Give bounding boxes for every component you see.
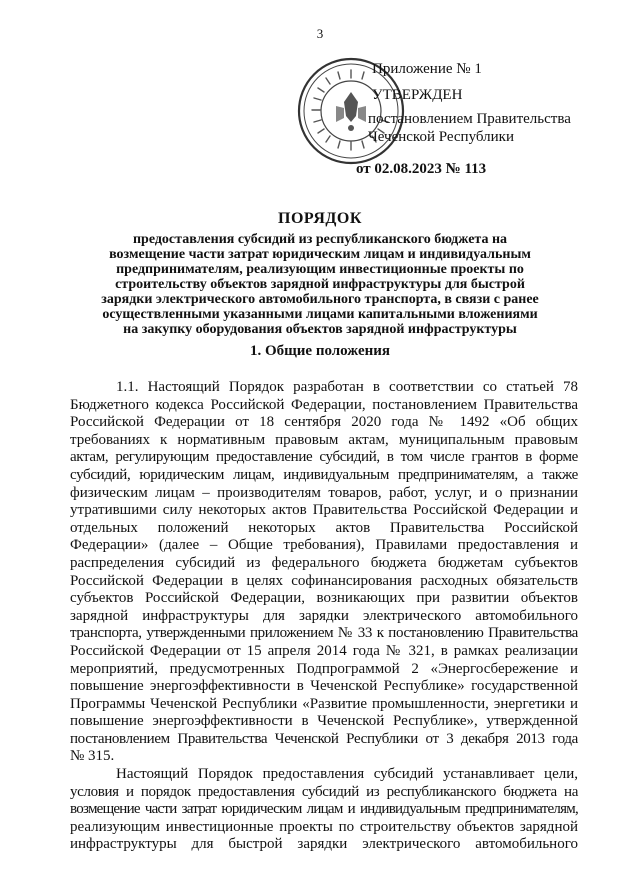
body-line: условия и порядок предоставления субсидий из республиканского бюджета на: [70, 783, 578, 800]
subtitle-line: строительству объектов зарядной инфраструктуры для быстрой: [115, 277, 525, 292]
body-line: актам, регулирующим предоставление субсидий, в том числе грантов в форме: [70, 449, 578, 466]
body-line: 1.1. Настоящий Порядок разработан в соответствии со статьей 78: [116, 379, 578, 395]
body-line: Российской Федерации от 18 сентября 2020 года № 1492 «Об общих: [70, 414, 578, 431]
body-line: реализующим инвестиционные проекты по строительству объектов зарядной: [70, 818, 578, 835]
body-line: повышение энергоэффективности в Чеченской Республике», утвержденной: [70, 713, 578, 730]
approved-label: УТВЕРЖДЕН: [372, 87, 463, 103]
body-line: № 315.: [70, 748, 115, 765]
body-line: Программы Чеченской Республики «Развитие промышленности, энергетики и: [70, 695, 578, 712]
approval-block: [356, 60, 626, 178]
body-line: отдельных положений некоторых актов Правительства Российской: [70, 519, 578, 536]
body-line: Российской Федерации от 15 апреля 2014 года № 321, в рамках реализации: [70, 642, 578, 659]
body-line: транспорта, утвержденными приложением № 33 к постановлению Правительства: [70, 625, 578, 642]
document-subtitle: [70, 232, 570, 337]
decree-line-1: постановлением Правительства: [368, 111, 571, 127]
body-text: [70, 379, 578, 854]
body-line: распределения субсидий из федерального бюджета бюджетам субъектов: [70, 554, 578, 571]
body-line: зарядной инфраструктуры для зарядки электрического автомобильного: [70, 607, 578, 624]
decree-date-number: от 02.08.2023 № 113: [356, 161, 487, 177]
body-line: Российской Федерации в целях софинансирования расходных обязательств: [70, 572, 578, 589]
body-line: требованиях к нормативным правовым актам, муниципальным правовым: [70, 431, 578, 448]
subtitle-line: предпринимателям, реализующим инвестиционные проекты по: [116, 262, 524, 277]
decree-line-2: Чеченской Республики: [368, 129, 514, 145]
section-heading: 1. Общие положения: [249, 343, 391, 359]
body-line: возмещение части затрат юридическим лицам и индивидуальным предпринимателям,: [70, 801, 578, 818]
document-title: ПОРЯДОК: [278, 210, 362, 227]
page-number: 3: [316, 26, 324, 41]
body-line: инфраструктуры для быстрой зарядки электрического автомобильного: [70, 836, 578, 853]
subtitle-line: зарядки электрического автомобильного транспорта, в связи с ранее: [101, 292, 539, 307]
body-line: утратившими силу некоторых актов Правительства Российской Федерации и: [70, 502, 578, 519]
subtitle-line: осуществленными указанными лицами капитальными вложениями: [102, 307, 538, 322]
body-line: Федерации» (далее – Общие требования), Правилами предоставления и: [70, 537, 578, 554]
body-line: мероприятий, предусмотренных Подпрограммой 2 «Энергосбережение и: [70, 660, 578, 677]
body-line: субъектов Российской Федерации, возникающих при развитии объектов: [70, 590, 578, 607]
body-line: постановлением Правительства Чеченской Республики от 3 декабря 2013 года: [70, 730, 578, 747]
body-line: Бюджетного кодекса Российской Федерации, постановлением Правительства: [70, 396, 578, 413]
subtitle-line: возмещение части затрат юридическим лицам и индивидуальным: [109, 247, 531, 262]
body-line: повышение энергоэффективности в Чеченской Республике» государственной: [70, 678, 578, 695]
body-line: Настоящий Порядок предоставления субсидий устанавливает цели,: [116, 766, 578, 783]
appendix-title: Приложение № 1: [372, 61, 482, 77]
subtitle-line: предоставления субсидий из республиканского бюджета на: [132, 232, 508, 247]
body-line: субсидий, юридическим лицам, индивидуальным предпринимателям, а также: [70, 466, 578, 483]
subtitle-line: на закупку оборудования объектов зарядной инфраструктуры: [123, 322, 517, 337]
body-line: физическим лицам – производителям товаров, работ, услуг, и о признании: [70, 484, 578, 501]
